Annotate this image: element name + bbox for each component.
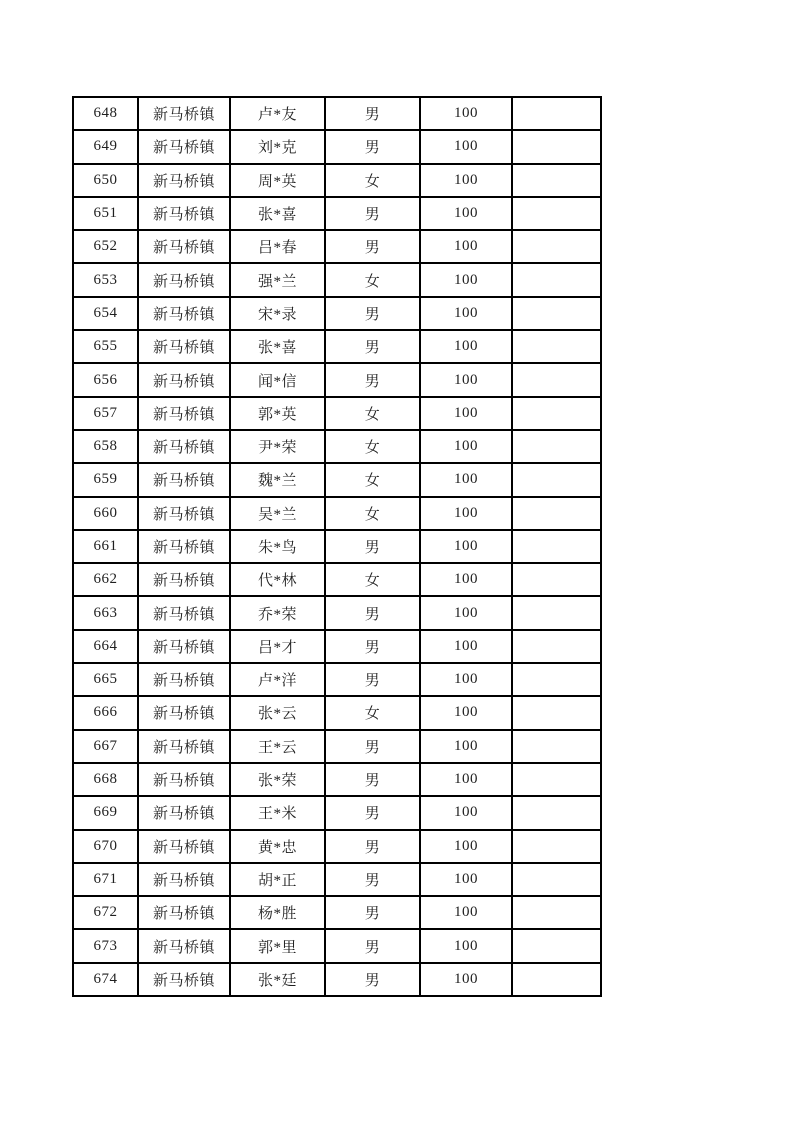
name-cell: 魏*兰 (230, 463, 325, 496)
town-cell: 新马桥镇 (138, 796, 230, 829)
serial-cell: 653 (73, 263, 138, 296)
serial-cell: 652 (73, 230, 138, 263)
amount-cell: 100 (420, 596, 512, 629)
amount-cell: 100 (420, 763, 512, 796)
amount-cell: 100 (420, 197, 512, 230)
gender-cell: 男 (325, 963, 420, 996)
gender-cell: 男 (325, 630, 420, 663)
note-cell (512, 896, 601, 929)
note-cell (512, 830, 601, 863)
serial-cell: 669 (73, 796, 138, 829)
amount-cell: 100 (420, 230, 512, 263)
note-cell (512, 696, 601, 729)
name-cell: 刘*克 (230, 130, 325, 163)
town-cell: 新马桥镇 (138, 430, 230, 463)
amount-cell: 100 (420, 630, 512, 663)
town-cell: 新马桥镇 (138, 263, 230, 296)
name-cell: 张*喜 (230, 330, 325, 363)
town-cell: 新马桥镇 (138, 696, 230, 729)
amount-cell: 100 (420, 330, 512, 363)
amount-cell: 100 (420, 563, 512, 596)
note-cell (512, 164, 601, 197)
table-row (73, 130, 601, 163)
amount-cell: 100 (420, 297, 512, 330)
town-cell: 新马桥镇 (138, 230, 230, 263)
gender-cell: 女 (325, 563, 420, 596)
table-row (73, 397, 601, 430)
table-row (73, 596, 601, 629)
table-row (73, 164, 601, 197)
town-cell: 新马桥镇 (138, 763, 230, 796)
note-cell (512, 297, 601, 330)
amount-cell: 100 (420, 929, 512, 962)
town-cell: 新马桥镇 (138, 330, 230, 363)
table-row (73, 97, 601, 130)
town-cell: 新马桥镇 (138, 497, 230, 530)
gender-cell: 男 (325, 197, 420, 230)
amount-cell: 100 (420, 164, 512, 197)
town-cell: 新马桥镇 (138, 563, 230, 596)
gender-cell: 女 (325, 497, 420, 530)
gender-cell: 男 (325, 596, 420, 629)
note-cell (512, 663, 601, 696)
gender-cell: 女 (325, 397, 420, 430)
town-cell: 新马桥镇 (138, 596, 230, 629)
note-cell (512, 430, 601, 463)
table-row (73, 363, 601, 396)
amount-cell: 100 (420, 397, 512, 430)
name-cell: 郭*英 (230, 397, 325, 430)
table-row (73, 796, 601, 829)
serial-cell: 664 (73, 630, 138, 663)
serial-cell: 655 (73, 330, 138, 363)
table-row (73, 463, 601, 496)
name-cell: 张*荣 (230, 763, 325, 796)
gender-cell: 女 (325, 164, 420, 197)
amount-cell: 100 (420, 97, 512, 130)
gender-cell: 男 (325, 363, 420, 396)
gender-cell: 男 (325, 929, 420, 962)
town-cell: 新马桥镇 (138, 630, 230, 663)
town-cell: 新马桥镇 (138, 963, 230, 996)
serial-cell: 658 (73, 430, 138, 463)
name-cell: 张*喜 (230, 197, 325, 230)
name-cell: 杨*胜 (230, 896, 325, 929)
serial-cell: 665 (73, 663, 138, 696)
table-row (73, 563, 601, 596)
gender-cell: 女 (325, 430, 420, 463)
serial-cell: 662 (73, 563, 138, 596)
note-cell (512, 563, 601, 596)
gender-cell: 男 (325, 330, 420, 363)
name-cell: 吕*才 (230, 630, 325, 663)
note-cell (512, 497, 601, 530)
town-cell: 新马桥镇 (138, 730, 230, 763)
amount-cell: 100 (420, 430, 512, 463)
name-cell: 张*廷 (230, 963, 325, 996)
amount-cell: 100 (420, 263, 512, 296)
note-cell (512, 530, 601, 563)
table-row (73, 197, 601, 230)
note-cell (512, 929, 601, 962)
amount-cell: 100 (420, 896, 512, 929)
serial-cell: 670 (73, 830, 138, 863)
gender-cell: 男 (325, 663, 420, 696)
town-cell: 新马桥镇 (138, 297, 230, 330)
amount-cell: 100 (420, 696, 512, 729)
gender-cell: 男 (325, 97, 420, 130)
amount-cell: 100 (420, 796, 512, 829)
name-cell: 乔*荣 (230, 596, 325, 629)
name-cell: 朱*鸟 (230, 530, 325, 563)
amount-cell: 100 (420, 730, 512, 763)
note-cell (512, 863, 601, 896)
gender-cell: 男 (325, 896, 420, 929)
note-cell (512, 463, 601, 496)
amount-cell: 100 (420, 663, 512, 696)
amount-cell: 100 (420, 863, 512, 896)
serial-cell: 648 (73, 97, 138, 130)
table-row (73, 230, 601, 263)
name-cell: 王*云 (230, 730, 325, 763)
gender-cell: 男 (325, 763, 420, 796)
serial-cell: 672 (73, 896, 138, 929)
serial-cell: 650 (73, 164, 138, 197)
serial-cell: 667 (73, 730, 138, 763)
name-cell: 张*云 (230, 696, 325, 729)
town-cell: 新马桥镇 (138, 130, 230, 163)
note-cell (512, 263, 601, 296)
roster-table (72, 96, 602, 997)
name-cell: 周*英 (230, 164, 325, 197)
amount-cell: 100 (420, 530, 512, 563)
table-row (73, 963, 601, 996)
name-cell: 王*米 (230, 796, 325, 829)
gender-cell: 女 (325, 263, 420, 296)
town-cell: 新马桥镇 (138, 164, 230, 197)
table-row (73, 730, 601, 763)
town-cell: 新马桥镇 (138, 397, 230, 430)
serial-cell: 651 (73, 197, 138, 230)
table-row (73, 863, 601, 896)
gender-cell: 男 (325, 830, 420, 863)
name-cell: 吕*春 (230, 230, 325, 263)
amount-cell: 100 (420, 363, 512, 396)
town-cell: 新马桥镇 (138, 929, 230, 962)
name-cell: 黄*忠 (230, 830, 325, 863)
name-cell: 强*兰 (230, 263, 325, 296)
serial-cell: 666 (73, 696, 138, 729)
note-cell (512, 230, 601, 263)
note-cell (512, 596, 601, 629)
table-row (73, 430, 601, 463)
table-row (73, 929, 601, 962)
table-row (73, 763, 601, 796)
serial-cell: 668 (73, 763, 138, 796)
gender-cell: 男 (325, 297, 420, 330)
town-cell: 新马桥镇 (138, 663, 230, 696)
town-cell: 新马桥镇 (138, 197, 230, 230)
serial-cell: 661 (73, 530, 138, 563)
note-cell (512, 130, 601, 163)
note-cell (512, 363, 601, 396)
name-cell: 吴*兰 (230, 497, 325, 530)
table-row (73, 696, 601, 729)
serial-cell: 657 (73, 397, 138, 430)
serial-cell: 673 (73, 929, 138, 962)
serial-cell: 660 (73, 497, 138, 530)
name-cell: 闻*信 (230, 363, 325, 396)
name-cell: 尹*荣 (230, 430, 325, 463)
town-cell: 新马桥镇 (138, 830, 230, 863)
serial-cell: 656 (73, 363, 138, 396)
serial-cell: 671 (73, 863, 138, 896)
note-cell (512, 330, 601, 363)
note-cell (512, 963, 601, 996)
note-cell (512, 763, 601, 796)
table-row (73, 830, 601, 863)
table-row (73, 330, 601, 363)
table-row (73, 497, 601, 530)
gender-cell: 男 (325, 230, 420, 263)
name-cell: 代*林 (230, 563, 325, 596)
roster-table-body (73, 97, 601, 996)
town-cell: 新马桥镇 (138, 896, 230, 929)
gender-cell: 女 (325, 463, 420, 496)
serial-cell: 654 (73, 297, 138, 330)
note-cell (512, 197, 601, 230)
serial-cell: 663 (73, 596, 138, 629)
serial-cell: 674 (73, 963, 138, 996)
town-cell: 新马桥镇 (138, 97, 230, 130)
gender-cell: 男 (325, 530, 420, 563)
name-cell: 胡*正 (230, 863, 325, 896)
note-cell (512, 730, 601, 763)
name-cell: 宋*录 (230, 297, 325, 330)
amount-cell: 100 (420, 497, 512, 530)
gender-cell: 男 (325, 796, 420, 829)
name-cell: 卢*友 (230, 97, 325, 130)
town-cell: 新马桥镇 (138, 363, 230, 396)
amount-cell: 100 (420, 463, 512, 496)
amount-cell: 100 (420, 130, 512, 163)
table-row (73, 263, 601, 296)
note-cell (512, 630, 601, 663)
table-row (73, 896, 601, 929)
table-row (73, 630, 601, 663)
table-row (73, 297, 601, 330)
name-cell: 郭*里 (230, 929, 325, 962)
name-cell: 卢*洋 (230, 663, 325, 696)
gender-cell: 女 (325, 696, 420, 729)
note-cell (512, 796, 601, 829)
note-cell (512, 97, 601, 130)
gender-cell: 男 (325, 730, 420, 763)
gender-cell: 男 (325, 130, 420, 163)
table-row (73, 663, 601, 696)
town-cell: 新马桥镇 (138, 463, 230, 496)
table-row (73, 530, 601, 563)
note-cell (512, 397, 601, 430)
town-cell: 新马桥镇 (138, 530, 230, 563)
amount-cell: 100 (420, 963, 512, 996)
gender-cell: 男 (325, 863, 420, 896)
serial-cell: 649 (73, 130, 138, 163)
town-cell: 新马桥镇 (138, 863, 230, 896)
amount-cell: 100 (420, 830, 512, 863)
serial-cell: 659 (73, 463, 138, 496)
